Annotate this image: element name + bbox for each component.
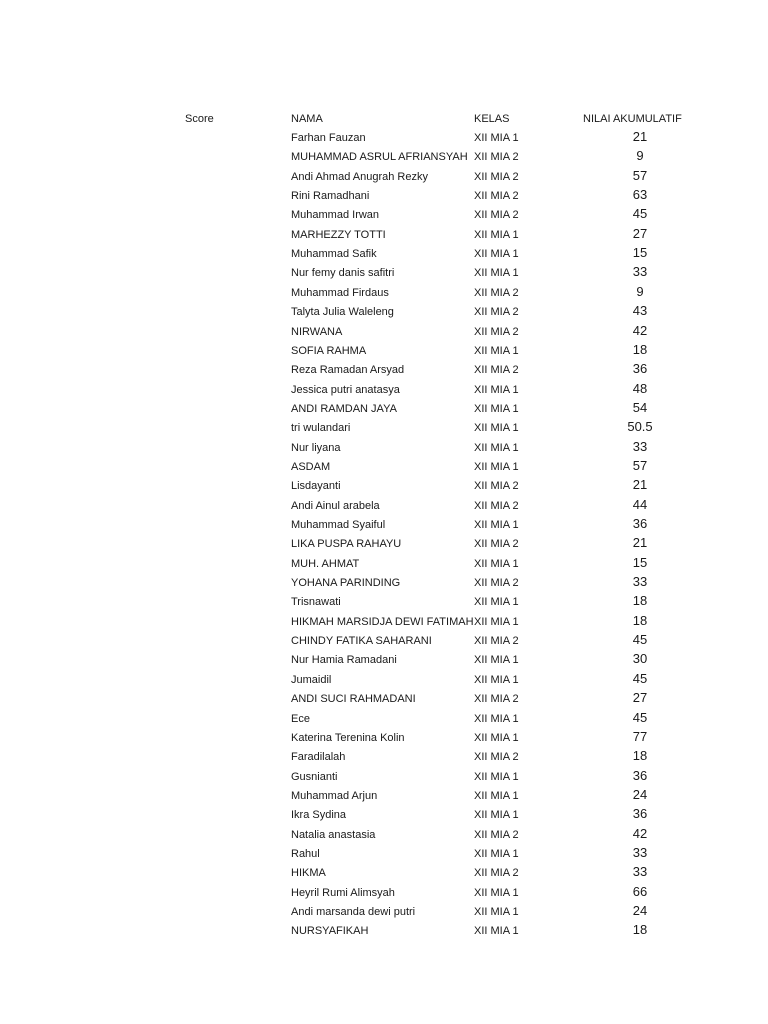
cell-nama: Muhammad Irwan [291,209,380,221]
cell-kelas: XII MIA 2 [474,326,519,338]
cell-nama: Muhammad Firdaus [291,287,389,299]
cell-kelas: XII MIA 1 [474,384,519,396]
cell-kelas: XII MIA 1 [474,616,519,628]
cell-nilai: 77 [632,729,648,744]
cell-kelas: XII MIA 1 [474,790,519,802]
cell-kelas: XII MIA 1 [474,132,519,144]
cell-kelas: XII MIA 2 [474,867,519,879]
cell-nilai: 21 [632,129,648,144]
cell-nama: CHINDY FATIKA SAHARANI [291,635,432,647]
cell-nama: Nur Hamia Ramadani [291,654,397,666]
cell-nama: Ece [291,713,310,725]
cell-kelas: XII MIA 1 [474,519,519,531]
cell-nilai: 33 [632,439,648,454]
cell-nilai: 45 [632,206,648,221]
cell-nama: ANDI RAMDAN JAYA [291,403,397,415]
cell-nama: Muhammad Syaiful [291,519,386,531]
cell-nilai: 36 [632,361,648,376]
cell-nilai: 45 [632,710,648,725]
cell-nama: HIKMA [291,867,326,879]
cell-nilai: 36 [632,806,648,821]
cell-nama: Muhammad Safik [291,248,377,260]
cell-nama: Reza Ramadan Arsyad [291,364,405,376]
cell-nama: Faradilalah [291,751,346,763]
cell-kelas: XII MIA 1 [474,267,519,279]
cell-nilai: 15 [632,555,648,570]
cell-nama: HIKMAH MARSIDJA DEWI FATIMAH [291,616,474,628]
cell-nilai: 18 [632,748,648,763]
cell-nilai: 15 [632,245,648,260]
cell-nama: ANDI SUCI RAHMADANI [291,693,416,705]
cell-nama: NIRWANA [291,326,343,338]
cell-nama: MUHAMMAD ASRUL AFRIANSYAH [291,151,468,163]
cell-kelas: XII MIA 1 [474,925,519,937]
cell-nilai: 30 [632,651,648,666]
cell-kelas: XII MIA 1 [474,732,519,744]
cell-nama: Katerina Terenina Kolin [291,732,405,744]
cell-nilai: 48 [632,381,648,396]
cell-nama: Natalia anastasia [291,829,376,841]
cell-nama: Jumaidil [291,674,332,686]
cell-nama: Nur liyana [291,442,341,454]
cell-nilai: 33 [632,574,648,589]
cell-nilai: 27 [632,690,648,705]
cell-kelas: XII MIA 1 [474,771,519,783]
cell-nama: Rini Ramadhani [291,190,370,202]
cell-nama: Gusnianti [291,771,338,783]
cell-kelas: XII MIA 1 [474,422,519,434]
cell-nilai: 24 [632,787,648,802]
cell-nama: Talyta Julia Waleleng [291,306,394,318]
cell-kelas: XII MIA 2 [474,364,519,376]
cell-kelas: XII MIA 2 [474,190,519,202]
cell-kelas: XII MIA 2 [474,635,519,647]
cell-kelas: XII MIA 2 [474,500,519,512]
cell-kelas: XII MIA 1 [474,345,519,357]
cell-nilai: 45 [632,632,648,647]
cell-nama: Jessica putri anatasya [291,384,400,396]
cell-kelas: XII MIA 1 [474,674,519,686]
cell-nama: ASDAM [291,461,331,473]
cell-nilai: 9 [636,148,644,163]
cell-nilai: 18 [632,613,648,628]
header-kelas: KELAS [474,113,510,125]
cell-kelas: XII MIA 1 [474,461,519,473]
cell-kelas: XII MIA 2 [474,209,519,221]
cell-nama: Andi marsanda dewi putri [291,906,416,918]
cell-nama: Muhammad Arjun [291,790,378,802]
cell-kelas: XII MIA 2 [474,577,519,589]
cell-nama: Andi Ainul arabela [291,500,380,512]
cell-nilai: 9 [636,284,644,299]
cell-nilai: 66 [632,884,648,899]
cell-nama: Lisdayanti [291,480,341,492]
cell-kelas: XII MIA 2 [474,751,519,763]
cell-nilai: 36 [632,516,648,531]
cell-kelas: XII MIA 1 [474,809,519,821]
cell-nama: Trisnawati [291,596,341,608]
cell-nilai: 33 [632,864,648,879]
cell-nilai: 50.5 [627,419,653,434]
cell-nilai: 36 [632,768,648,783]
cell-nilai: 63 [632,187,648,202]
cell-kelas: XII MIA 1 [474,654,519,666]
cell-nilai: 57 [632,458,648,473]
cell-nama: YOHANA PARINDING [291,577,401,589]
cell-nilai: 45 [632,671,648,686]
cell-nilai: 18 [632,922,648,937]
cell-nilai: 21 [632,535,648,550]
cell-kelas: XII MIA 1 [474,229,519,241]
cell-nama: NURSYAFIKAH [291,925,369,937]
cell-nama: Farhan Fauzan [291,132,366,144]
cell-nilai: 42 [632,323,648,338]
cell-kelas: XII MIA 2 [474,171,519,183]
cell-nama: Ikra Sydina [291,809,347,821]
cell-kelas: XII MIA 2 [474,693,519,705]
cell-nilai: 33 [632,845,648,860]
cell-kelas: XII MIA 1 [474,403,519,415]
cell-nama: Andi Ahmad Anugrah Rezky [291,171,428,183]
cell-kelas: XII MIA 2 [474,538,519,550]
cell-nama: SOFIA RAHMA [291,345,367,357]
cell-kelas: XII MIA 2 [474,287,519,299]
cell-kelas: XII MIA 1 [474,713,519,725]
cell-nilai: 18 [632,593,648,608]
cell-nilai: 21 [632,477,648,492]
cell-nilai: 27 [632,226,648,241]
cell-kelas: XII MIA 1 [474,887,519,899]
cell-nama: Heyril Rumi Alimsyah [291,887,395,899]
cell-nilai: 33 [632,264,648,279]
cell-nilai: 54 [632,400,648,415]
cell-nilai: 42 [632,826,648,841]
cell-nama: MUH. AHMAT [291,558,360,570]
cell-kelas: XII MIA 2 [474,829,519,841]
cell-nilai: 18 [632,342,648,357]
cell-kelas: XII MIA 2 [474,480,519,492]
cell-kelas: XII MIA 1 [474,442,519,454]
cell-kelas: XII MIA 1 [474,848,519,860]
header-nama: NAMA [291,113,323,125]
cell-kelas: XII MIA 1 [474,906,519,918]
cell-nama: Nur femy danis safitri [291,267,395,279]
cell-nama: MARHEZZY TOTTI [291,229,386,241]
cell-nilai: 43 [632,303,648,318]
cell-nilai: 57 [632,168,648,183]
cell-nama: Rahul [291,848,320,860]
cell-kelas: XII MIA 1 [474,558,519,570]
cell-kelas: XII MIA 1 [474,596,519,608]
header-nilai-akumulatif: NILAI AKUMULATIF [583,113,682,125]
cell-nama: tri wulandari [291,422,351,434]
cell-kelas: XII MIA 1 [474,248,519,260]
cell-nilai: 44 [632,497,648,512]
cell-kelas: XII MIA 2 [474,306,519,318]
cell-nama: LIKA PUSPA RAHAYU [291,538,402,550]
header-score: Score [185,113,214,125]
cell-kelas: XII MIA 2 [474,151,519,163]
cell-nilai: 24 [632,903,648,918]
